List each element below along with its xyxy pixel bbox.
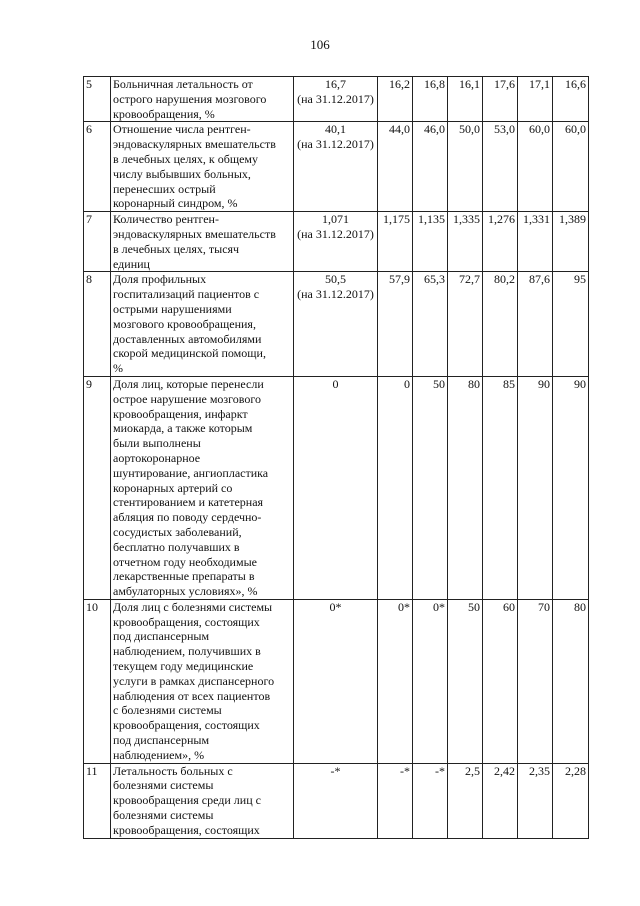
indicator-name-line: числу выбывших больных, xyxy=(113,166,251,181)
year-value-cell: 0* xyxy=(413,599,448,763)
indicator-name-line: перенесших острый xyxy=(113,181,216,196)
indicator-name-line: с болезнями системы xyxy=(113,703,222,718)
indicator-name-line: кровообращения, состоящих xyxy=(113,822,260,837)
indicator-name-line: госпитализаций пациентов с xyxy=(113,287,260,302)
year-value-cell: 85 xyxy=(483,376,518,599)
table-row xyxy=(84,122,589,212)
table-row xyxy=(84,763,589,838)
indicator-name-line: коронарный синдром, % xyxy=(113,196,238,211)
indicator-name-cell xyxy=(111,763,294,838)
indicator-name-line: были выполнены xyxy=(113,436,201,451)
base-value-cell xyxy=(294,122,378,212)
indicator-name-line: эндоваскулярных вмешательств xyxy=(113,226,276,241)
base-value-cell xyxy=(294,763,378,838)
indicator-name-cell xyxy=(111,122,294,212)
year-value-cell: 60,0 xyxy=(518,122,553,212)
indicator-name-line: Отношение числа рентген- xyxy=(113,122,251,137)
indicator-name-line: кровообращения, состоящих xyxy=(113,614,260,629)
table-row xyxy=(84,272,589,377)
indicator-name-line: под диспансерным xyxy=(113,629,210,644)
base-value-cell xyxy=(294,599,378,763)
year-value-cell: 17,1 xyxy=(518,77,553,122)
year-value-cell: -* xyxy=(378,763,413,838)
base-value-cell xyxy=(294,212,378,272)
indicator-name-line: Доля лиц, которые перенесли xyxy=(113,376,264,391)
indicator-name-line: кровообращения, инфаркт xyxy=(113,406,248,421)
indicator-name-line: лекарственные препараты в xyxy=(113,569,255,584)
indicator-name-line: мозгового кровообращения, xyxy=(113,316,256,331)
indicator-name-line: аортокоронарное xyxy=(113,450,201,465)
table-body xyxy=(84,77,589,839)
base-value-line: (на 31.12.2017) xyxy=(297,91,374,106)
year-value-cell: 1,335 xyxy=(448,212,483,272)
year-value-cell: 1,135 xyxy=(413,212,448,272)
indicator-name-line: сосудистых заболеваний, xyxy=(113,524,242,539)
indicator-name-line: Доля профильных xyxy=(113,272,207,287)
indicator-name-line: услуги в рамках диспансерного xyxy=(113,673,275,688)
year-value-cell: 1,389 xyxy=(553,212,589,272)
indicator-name-line: стентированием и катетерная xyxy=(113,495,264,510)
table-row xyxy=(84,77,589,122)
year-value-cell: 50 xyxy=(448,599,483,763)
year-value-cell: 90 xyxy=(553,376,589,599)
base-value-line: 50,5 xyxy=(325,272,346,287)
year-value-cell: 95 xyxy=(553,272,589,377)
year-value-cell: 90 xyxy=(518,376,553,599)
year-value-cell: 1,331 xyxy=(518,212,553,272)
year-value-cell: 2,5 xyxy=(448,763,483,838)
year-value-cell: 72,7 xyxy=(448,272,483,377)
base-value-line: 0* xyxy=(329,599,342,614)
table-row xyxy=(84,376,589,599)
base-value-line: 1,071 xyxy=(322,212,349,227)
indicator-name-cell xyxy=(111,599,294,763)
indicator-name-line: абляция по поводу сердечно- xyxy=(113,510,262,525)
year-value-cell: 0 xyxy=(378,376,413,599)
indicator-name-line: доставленных автомобилями xyxy=(113,331,262,346)
base-value-cell xyxy=(294,77,378,122)
row-number-cell: 5 xyxy=(84,77,111,122)
indicator-name-line: скорой медицинской помощи, xyxy=(113,346,266,361)
indicator-name-line: в лечебных целях, тысяч xyxy=(113,241,240,256)
table-row xyxy=(84,599,589,763)
indicator-name-line: наблюдением», % xyxy=(113,747,205,762)
indicator-name-line: острое нарушение мозгового xyxy=(113,391,261,406)
year-value-cell: 2,28 xyxy=(553,763,589,838)
year-value-cell: 60,0 xyxy=(553,122,589,212)
base-value-line: -* xyxy=(330,763,341,778)
indicator-name-line: шунтирование, ангиопластика xyxy=(113,465,269,480)
year-value-cell: 57,9 xyxy=(378,272,413,377)
base-value-cell xyxy=(294,272,378,377)
indicator-name-line: текущем году медицинские xyxy=(113,659,254,674)
year-value-cell: 1,175 xyxy=(378,212,413,272)
row-number-cell: 9 xyxy=(84,376,111,599)
year-value-cell: 16,1 xyxy=(448,77,483,122)
year-value-cell: -* xyxy=(413,763,448,838)
year-value-cell: 2,42 xyxy=(483,763,518,838)
year-value-cell: 50 xyxy=(413,376,448,599)
indicator-name-line: отчетном году необходимые xyxy=(113,554,257,569)
year-value-cell: 80 xyxy=(553,599,589,763)
indicator-name-cell xyxy=(111,77,294,122)
indicator-name-line: болезнями системы xyxy=(113,808,214,823)
year-value-cell: 44,0 xyxy=(378,122,413,212)
year-value-cell: 16,6 xyxy=(553,77,589,122)
indicator-name-line: кровообращения, % xyxy=(113,106,215,121)
row-number-cell: 7 xyxy=(84,212,111,272)
base-value-line: 40,1 xyxy=(325,122,346,137)
base-value-line: 16,7 xyxy=(325,77,346,91)
year-value-cell: 87,6 xyxy=(518,272,553,377)
year-value-cell: 2,35 xyxy=(518,763,553,838)
indicator-name-line: миокарда, а также которым xyxy=(113,421,253,436)
indicator-name-line: наблюдения от всех пациентов xyxy=(113,688,271,703)
indicator-name-line: болезнями системы xyxy=(113,778,214,793)
row-number-cell: 10 xyxy=(84,599,111,763)
year-value-cell: 70 xyxy=(518,599,553,763)
indicator-name-line: эндоваскулярных вмешательств xyxy=(113,137,276,152)
year-value-cell: 65,3 xyxy=(413,272,448,377)
indicator-name-line: Больничная летальность от xyxy=(113,77,253,91)
table-row xyxy=(84,212,589,272)
base-value-cell xyxy=(294,376,378,599)
year-value-cell: 50,0 xyxy=(448,122,483,212)
indicator-name-cell xyxy=(111,272,294,377)
page-number: 106 xyxy=(310,37,330,52)
indicator-name-line: кровообращения, состоящих xyxy=(113,718,260,733)
indicator-name-line: коронарных артерий со xyxy=(113,480,233,495)
row-number-cell: 11 xyxy=(84,763,111,838)
indicator-name-line: наблюдением, получивших в xyxy=(113,644,261,659)
year-value-cell: 16,2 xyxy=(378,77,413,122)
indicators-table xyxy=(83,76,589,839)
row-number-cell: 6 xyxy=(84,122,111,212)
indicator-name-line: бесплатно получавших в xyxy=(113,539,240,554)
base-value-line: (на 31.12.2017) xyxy=(297,226,374,241)
indicator-name-line: единиц xyxy=(113,256,150,271)
indicator-name-line: кровообращения среди лиц с xyxy=(113,793,261,808)
year-value-cell: 80 xyxy=(448,376,483,599)
indicator-name-line: острого нарушения мозгового xyxy=(113,91,267,106)
year-value-cell: 60 xyxy=(483,599,518,763)
indicator-name-line: % xyxy=(113,361,123,376)
indicator-name-line: Количество рентген- xyxy=(113,212,219,227)
year-value-cell: 0* xyxy=(378,599,413,763)
year-value-cell: 80,2 xyxy=(483,272,518,377)
year-value-cell: 1,276 xyxy=(483,212,518,272)
base-value-line: 0 xyxy=(332,376,339,391)
indicator-name-cell xyxy=(111,376,294,599)
indicator-name-line: Летальность больных с xyxy=(113,763,233,778)
base-value-line: (на 31.12.2017) xyxy=(297,137,374,152)
indicator-name-line: под диспансерным xyxy=(113,733,210,748)
year-value-cell: 16,8 xyxy=(413,77,448,122)
base-value-line: (на 31.12.2017) xyxy=(297,287,374,302)
row-number-cell: 8 xyxy=(84,272,111,377)
indicator-name-line: острыми нарушениями xyxy=(113,301,232,316)
year-value-cell: 46,0 xyxy=(413,122,448,212)
indicator-name-line: амбулаторных условиях», % xyxy=(113,584,258,599)
indicator-name-cell xyxy=(111,212,294,272)
indicator-name-line: Доля лиц с болезнями системы xyxy=(113,599,273,614)
year-value-cell: 17,6 xyxy=(483,77,518,122)
year-value-cell: 53,0 xyxy=(483,122,518,212)
indicator-name-line: в лечебных целях, к общему xyxy=(113,151,258,166)
